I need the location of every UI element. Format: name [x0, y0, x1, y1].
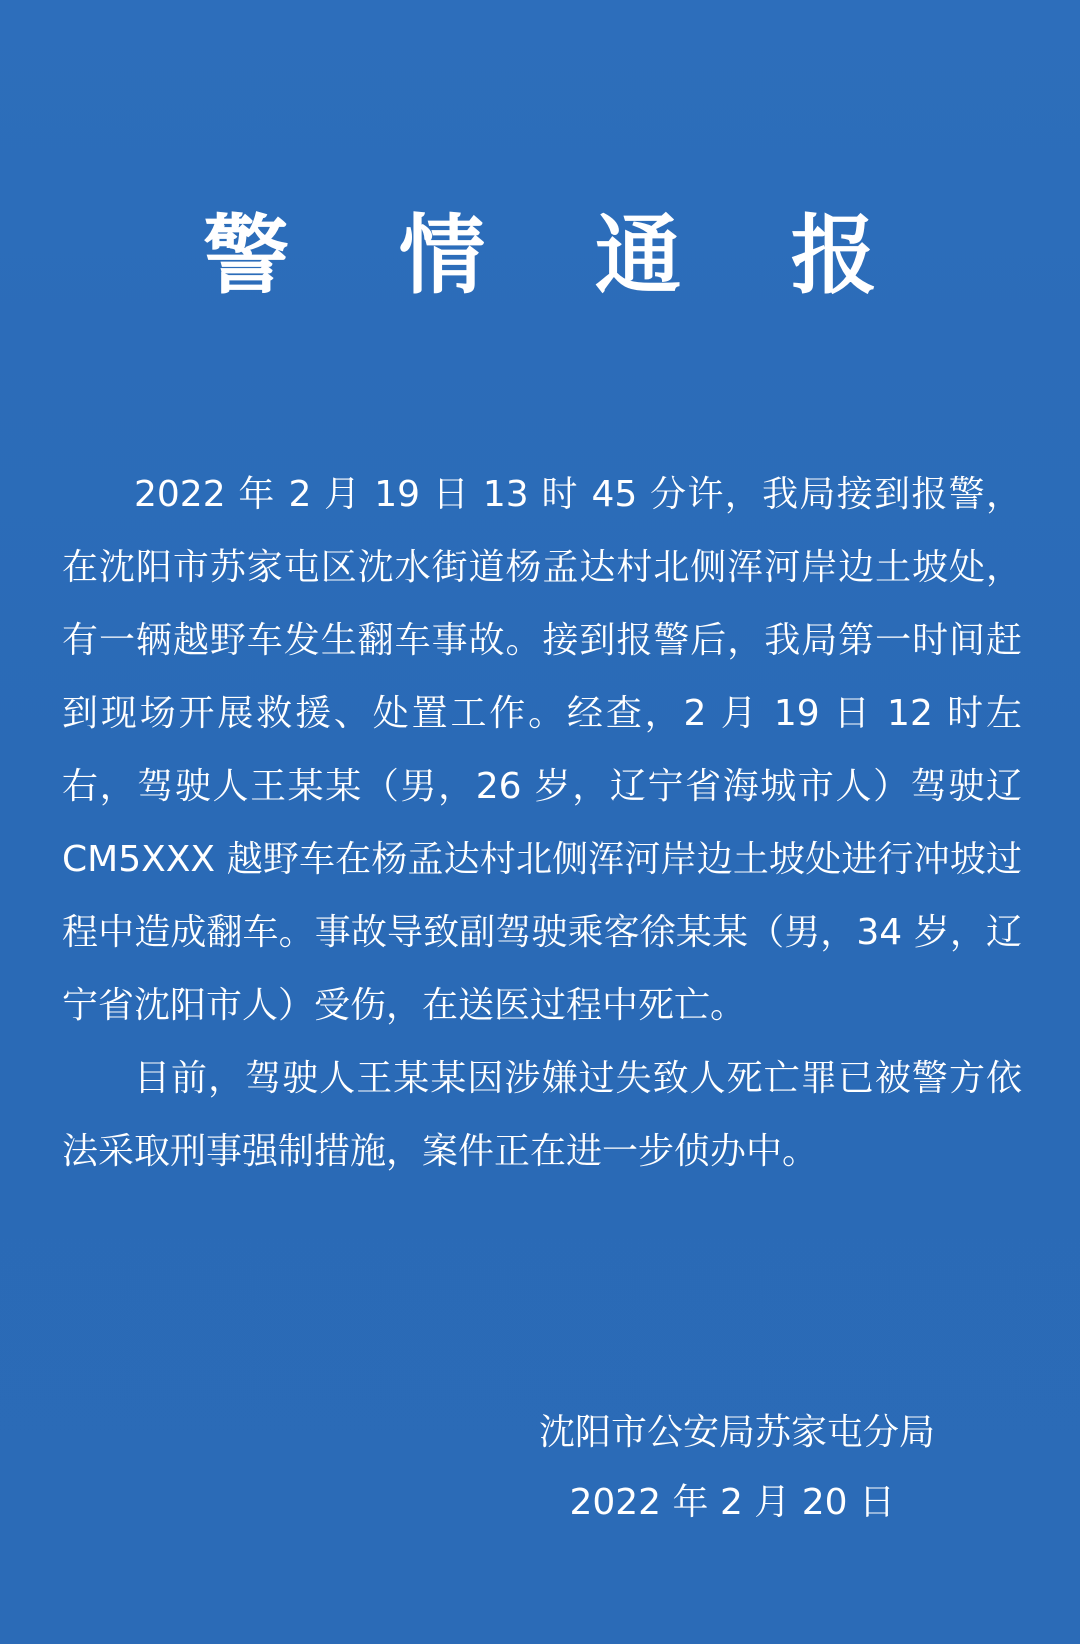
- notice-paragraph-2: 目前，驾驶人王某某因涉嫌过失致人死亡罪已被警方依法采取刑事强制措施，案件正在进一步侦办中。: [62, 1058, 1022, 1172]
- issuer-name: 沈阳市公安局苏家屯分局: [538, 1412, 935, 1453]
- notice-body: [62, 458, 1022, 1188]
- notice-paragraph-1: 2022 年 2 月 19 日 13 时 45 分许，我局接到报警，在沈阳市苏家屯区沈水街道杨孟达村北侧浑河岸边土坡处，有一辆越野车发生翻车事故。接到报警后，我局第一时间赶到现场开展救援、处置工作。经查，2 月 19 日 12 时左右，驾驶人王某某（男，26 岁，辽宁省海城市人）驾驶辽 CM5XXX 越野车在杨孟达村北侧浑河岸边土坡处进行冲坡过程中造成翻车。事故导致副驾驶乘客徐某某（男，34 岁，辽宁省沈阳市人）受伤，在送医过程中死亡。: [62, 474, 1022, 1026]
- notice-title: 警 情 通 报: [203, 206, 917, 306]
- issue-date: 2022 年 2 月 20 日: [569, 1482, 895, 1523]
- notice-signature: [435, 1398, 935, 1538]
